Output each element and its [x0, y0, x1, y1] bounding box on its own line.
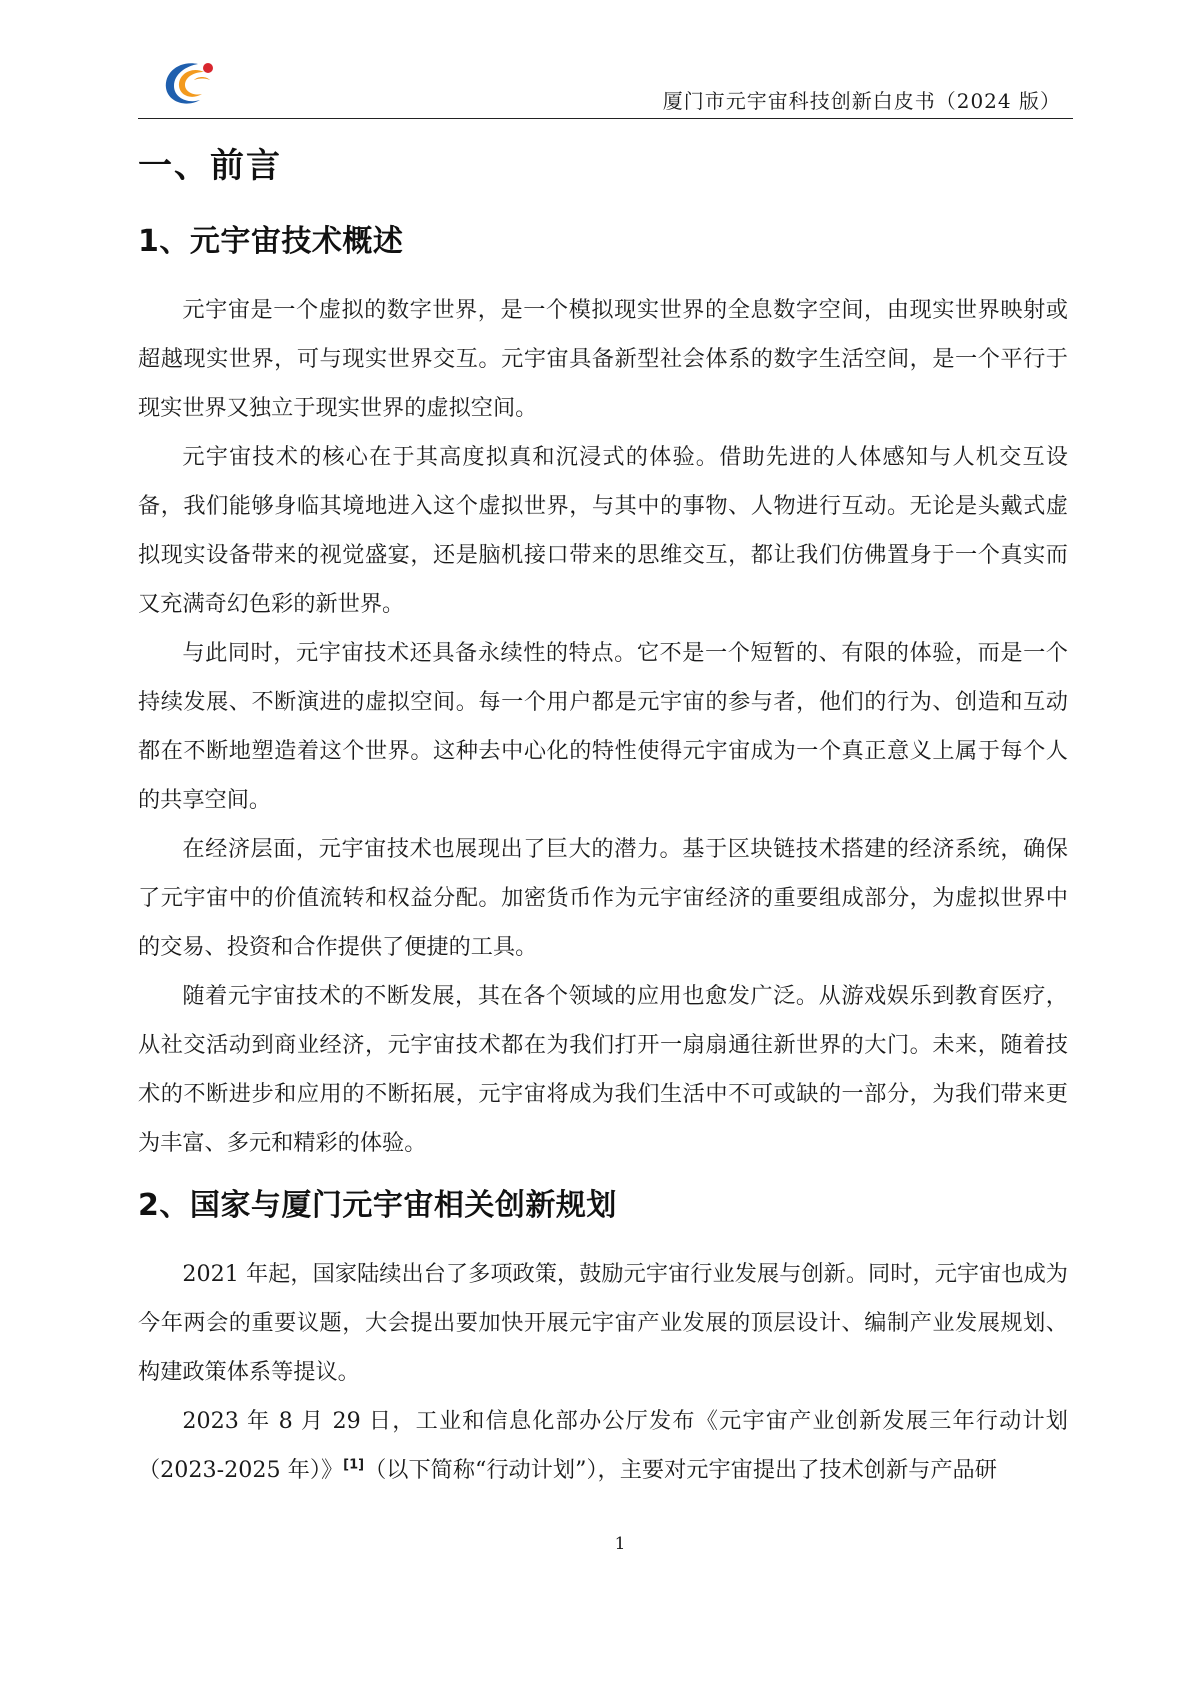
paragraph: 在经济层面，元宇宙技术也展现出了巨大的潜力。基于区块链技术搭建的经济系统，确保了元宇宙中的价值流转和权益分配。加密货币作为元宇宙经济的重要组成部分，为虚拟世界中的交易、投资和合作提供了便捷的工具。	[138, 836, 1068, 960]
paragraph: 2021 年起，国家陆续出台了多项政策，鼓励元宇宙行业发展与创新。同时，元宇宙也成为今年两会的重要议题，大会提出要加快开展元宇宙产业发展的顶层设计、编制产业发展规划、构建政策体系等提议。	[138, 1261, 1068, 1385]
page-number: 1	[614, 1534, 626, 1554]
citation-reference[interactable]: [1]	[343, 1457, 365, 1473]
paragraph: 与此同时，元宇宙技术还具备永续性的特点。它不是一个短暂的、有限的体验，而是一个持续发展、不断演进的虚拟空间。每一个用户都是元宇宙的参与者，他们的行为、创造和互动都在不断地塑造着这个世界。这种去中心化的特性使得元宇宙成为一个真正意义上属于每个人的共享空间。	[138, 640, 1068, 813]
section-heading-planning: 2、国家与厦门元宇宙相关创新规划	[138, 1188, 617, 1223]
paragraph: 元宇宙技术的核心在于其高度拟真和沉浸式的体验。借助先进的人体感知与人机交互设备，我们能够身临其境地进入这个虚拟世界，与其中的事物、人物进行互动。无论是头戴式虚拟现实设备带来的视觉盛宴，还是脑机接口带来的思维交互，都让我们仿佛置身于一个真实而又充满奇幻色彩的新世界。	[138, 444, 1068, 617]
paragraph: 元宇宙是一个虚拟的数字世界，是一个模拟现实世界的全息数字空间，由现实世界映射或超越现实世界，可与现实世界交互。元宇宙具备新型社会体系的数字生活空间，是一个平行于现实世界又独立于现实世界的虚拟空间。	[138, 297, 1068, 421]
paragraph	[138, 1397, 1068, 1495]
paragraph-text: 2023 年 8 月 29 日，工业和信息化部办公厅发布《元宇宙产业创新发展三年行动计划（2023-2025 年）》	[138, 1408, 1068, 1483]
page-header	[138, 56, 1073, 119]
section-body-overview	[138, 286, 1068, 1168]
section-heading-overview: 1、元宇宙技术概述	[138, 224, 404, 259]
main-heading: 一、前言	[138, 146, 282, 186]
section-body-planning	[138, 1250, 1068, 1495]
header-title: 厦门市元宇宙科技创新白皮书（2024 版）	[662, 89, 1061, 113]
paragraph-text: （以下简称“行动计划”），主要对元宇宙提出了技术创新与产品研	[364, 1457, 997, 1483]
company-logo-icon	[158, 56, 220, 110]
paragraph: 随着元宇宙技术的不断发展，其在各个领域的应用也愈发广泛。从游戏娱乐到教育医疗，从社交活动到商业经济，元宇宙技术都在为我们打开一扇扇通往新世界的大门。未来，随着技术的不断进步和应用的不断拓展，元宇宙将成为我们生活中不可或缺的一部分，为我们带来更为丰富、多元和精彩的体验。	[138, 983, 1068, 1156]
